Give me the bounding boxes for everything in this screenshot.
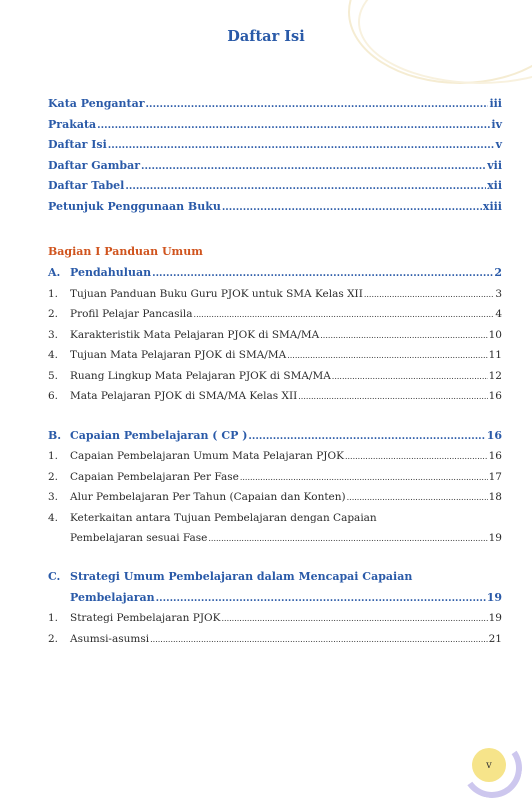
toc-entry-page: 21	[488, 633, 502, 645]
toc-section-page: 19	[486, 591, 502, 604]
toc-section-title: Strategi Umum Pembelajaran dalam Mencapai Capaian	[70, 570, 413, 583]
toc-entry[interactable]	[48, 136, 502, 154]
toc-entry[interactable]	[48, 177, 502, 195]
leader-dots	[332, 368, 488, 386]
leader-dots	[156, 590, 486, 608]
toc-section-title-cont: Pembelajaran	[70, 591, 155, 604]
leader-dots	[97, 117, 490, 135]
leader-dots	[248, 428, 485, 446]
toc-entry-page: 3	[495, 288, 502, 300]
toc-entry[interactable]	[48, 346, 502, 364]
leader-dots	[194, 306, 495, 324]
leader-dots	[108, 137, 495, 155]
toc-entry-title: Profil Pelajar Pancasila	[70, 308, 193, 320]
page-number-badge	[472, 748, 506, 782]
leader-dots	[221, 610, 487, 628]
toc-section-title: Capaian Pembelajaran ( CP )	[70, 429, 248, 442]
page-number: v	[486, 759, 492, 771]
toc-section-num: B.	[48, 429, 62, 442]
part-heading: Bagian I Panduan Umum	[48, 245, 203, 258]
toc-section[interactable]	[48, 589, 502, 607]
toc-entry-title: Daftar Tabel	[48, 179, 125, 192]
toc-entry-num: 6.	[48, 390, 59, 402]
toc-entry[interactable]	[48, 367, 502, 385]
toc-entry-num: 3.	[48, 491, 59, 503]
toc-entry-page: 17	[488, 471, 502, 483]
toc-entry-page: 10	[488, 329, 502, 341]
toc-entry-page: xiii	[482, 200, 502, 213]
leader-dots	[222, 199, 482, 217]
toc-entry-page: v	[495, 138, 502, 151]
toc-entry-num: 1.	[48, 288, 59, 300]
toc-entry[interactable]	[48, 198, 502, 216]
toc-entry-page: 16	[488, 450, 502, 462]
leader-dots	[320, 327, 487, 345]
toc-entry-page: 4	[495, 308, 502, 320]
toc-entry[interactable]	[48, 157, 502, 175]
toc-entry-page: 18	[488, 491, 502, 503]
toc-entry-title: Petunjuk Penggunaan Buku	[48, 200, 221, 213]
toc-entry-title: Ruang Lingkup Mata Pelajaran PJOK di SMA/MA	[70, 370, 331, 382]
toc-entry[interactable]	[48, 305, 502, 323]
toc-entry[interactable]	[48, 447, 502, 465]
toc-section-num: A.	[48, 266, 61, 279]
toc-entry-line1[interactable]	[48, 509, 377, 527]
toc-section-title: Pendahuluan	[70, 266, 152, 279]
toc-entry-num: 4.	[48, 349, 59, 361]
toc-entry-num: 4.	[48, 512, 59, 524]
toc-entry[interactable]	[48, 116, 502, 134]
toc-entry-num: 1.	[48, 612, 59, 624]
leader-dots	[141, 158, 486, 176]
toc-entry-num: 2.	[48, 308, 59, 320]
toc-entry-title: Prakata	[48, 118, 97, 131]
leader-dots	[146, 96, 489, 114]
toc-entry[interactable]	[48, 630, 502, 648]
toc-entry-page: 16	[488, 390, 502, 402]
leader-dots	[152, 265, 493, 283]
toc-entry-title: Capaian Pembelajaran Umum Mata Pelajaran PJOK	[70, 450, 344, 462]
toc-entry-title: Keterkaitan antara Tujuan Pembelajaran dengan Capaian	[70, 512, 377, 524]
toc-entry-title: Kata Pengantar	[48, 97, 145, 110]
toc-section-page: 16	[486, 429, 502, 442]
toc-entry[interactable]	[48, 326, 502, 344]
toc-entry-title: Capaian Pembelajaran Per Fase	[70, 471, 239, 483]
toc-entry-title: Asumsi-asumsi	[70, 633, 150, 645]
leader-dots	[125, 178, 486, 196]
leader-dots	[345, 448, 488, 466]
leader-dots	[364, 286, 494, 304]
toc-entry-num: 1.	[48, 450, 59, 462]
leader-dots	[287, 347, 487, 365]
toc-entry-title: Daftar Isi	[48, 138, 107, 151]
toc-entry[interactable]	[48, 95, 502, 113]
toc-entry[interactable]	[48, 468, 502, 486]
toc-section-page: 2	[494, 266, 502, 279]
toc-entry-num: 2.	[48, 633, 59, 645]
toc-entry-page: 12	[488, 370, 502, 382]
toc-entry-page: vii	[487, 159, 502, 172]
leader-dots	[150, 631, 488, 649]
leader-dots	[208, 530, 487, 548]
toc-entry-page: iii	[489, 97, 502, 110]
toc-entry[interactable]	[48, 488, 502, 506]
toc-entry[interactable]	[48, 609, 502, 627]
toc-entry-num: 2.	[48, 471, 59, 483]
toc-entry-page: xii	[487, 179, 502, 192]
toc-section-num: C.	[48, 570, 61, 583]
toc-entry[interactable]	[48, 387, 502, 405]
toc-entry-title: Alur Pembelajaran Per Tahun (Capaian dan Konten)	[70, 491, 346, 503]
leader-dots	[240, 469, 488, 487]
toc-entry-num: 3.	[48, 329, 59, 341]
toc-entry-title-cont: Pembelajaran sesuai Fase	[70, 532, 208, 544]
toc-entry[interactable]	[48, 529, 502, 547]
page-title: Daftar Isi	[227, 28, 305, 45]
toc-entry-page: 19	[488, 532, 502, 544]
toc-section[interactable]	[48, 427, 502, 445]
toc-entry[interactable]	[48, 285, 502, 303]
toc-entry-title: Karakteristik Mata Pelajaran PJOK di SMA/MA	[70, 329, 320, 341]
toc-entry-title: Daftar Gambar	[48, 159, 141, 172]
toc-section[interactable]	[48, 264, 502, 282]
toc-entry-title: Strategi Pembelajaran PJOK	[70, 612, 221, 624]
toc-entry-page: 11	[488, 349, 502, 361]
toc-entry-title: Tujuan Mata Pelajaran PJOK di SMA/MA	[70, 349, 287, 361]
toc-entry-num: 5.	[48, 370, 59, 382]
leader-dots	[298, 388, 487, 406]
toc-section-line1[interactable]	[48, 568, 412, 586]
toc-entry-title: Tujuan Panduan Buku Guru PJOK untuk SMA Kelas XII	[70, 288, 363, 300]
toc-entry-title: Mata Pelajaran PJOK di SMA/MA Kelas XII	[70, 390, 298, 402]
leader-dots	[347, 489, 488, 507]
toc-entry-page: iv	[491, 118, 502, 131]
toc-entry-page: 19	[488, 612, 502, 624]
